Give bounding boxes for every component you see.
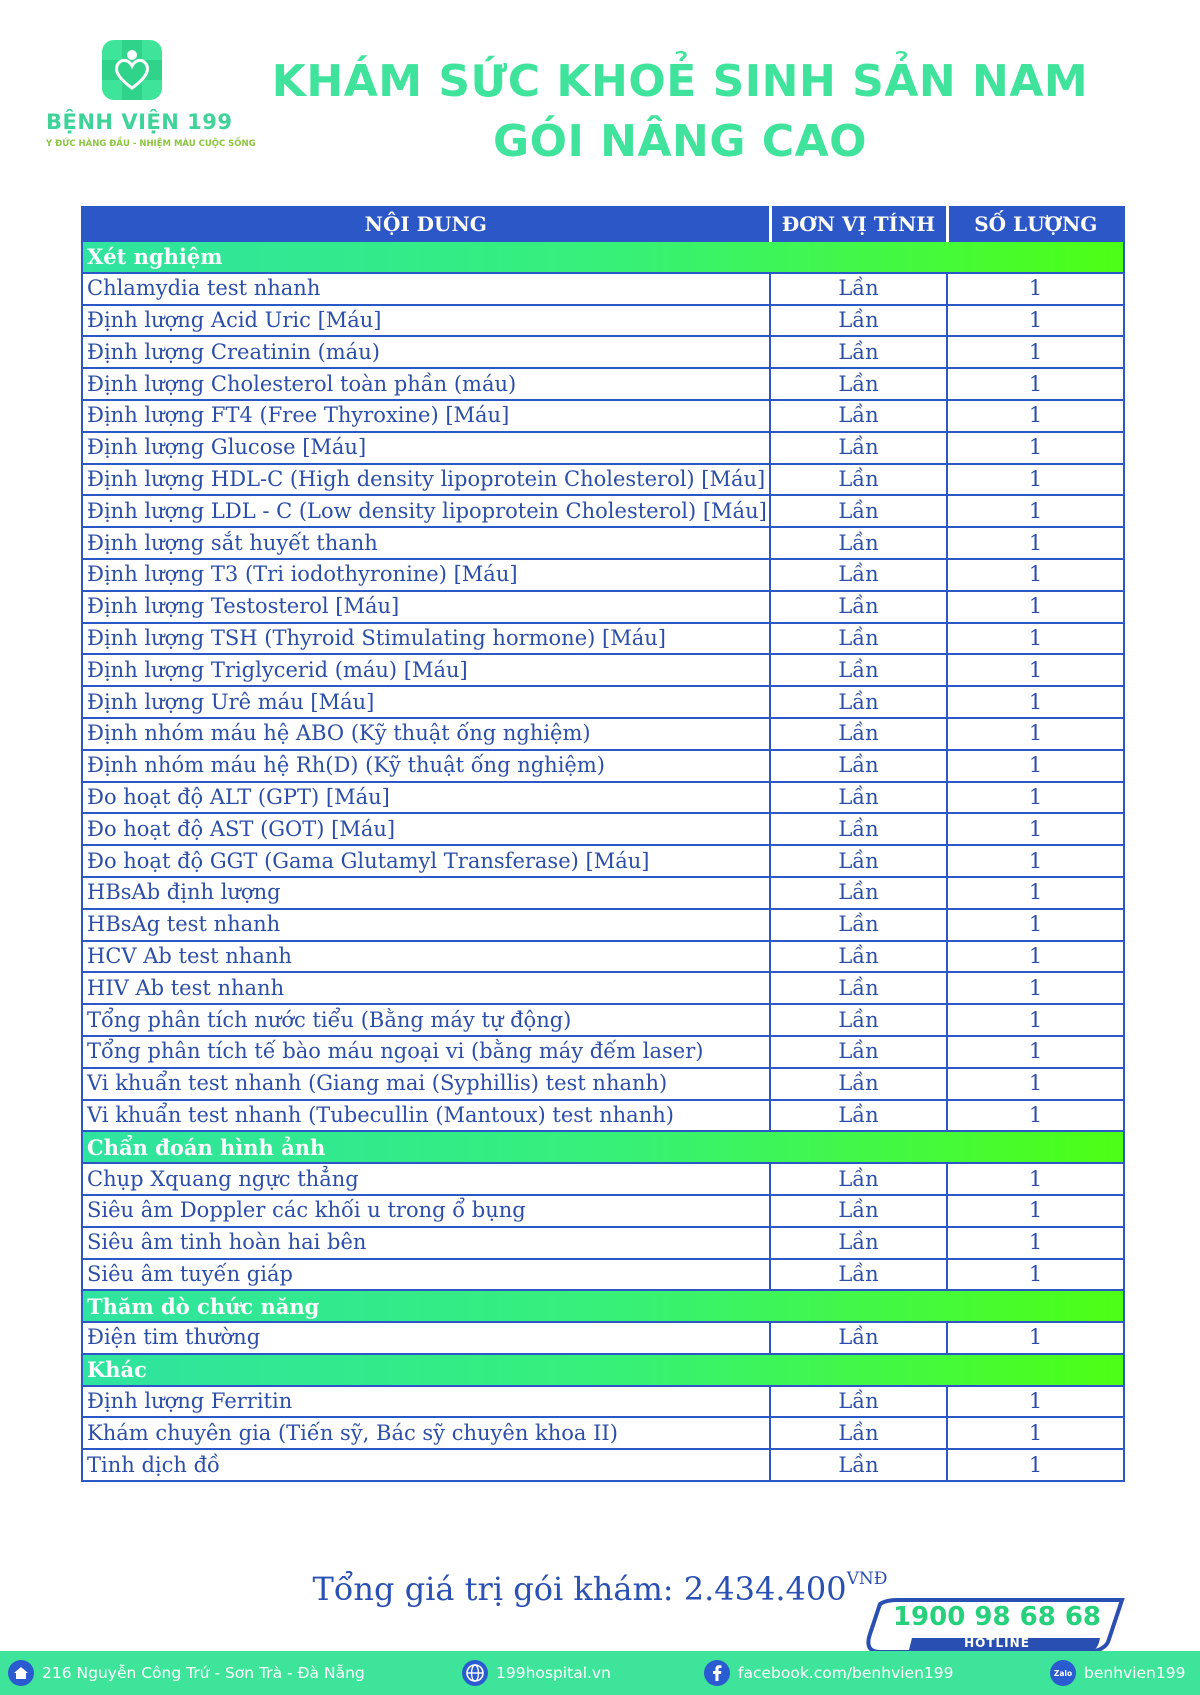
item-name: Định nhóm máu hệ Rh(D) (Kỹ thuật ống nghiệm) — [82, 750, 770, 782]
table-row — [82, 1449, 1124, 1481]
item-unit: Lần — [770, 1163, 947, 1195]
table-row — [82, 1036, 1124, 1068]
item-name: Khám chuyên gia (Tiến sỹ, Bác sỹ chuyên khoa II) — [82, 1417, 770, 1449]
item-name: Điện tim thường — [82, 1322, 770, 1354]
table-row — [82, 909, 1124, 941]
website-text[interactable]: 199hospital.vn — [496, 1664, 611, 1682]
table-row — [82, 1322, 1124, 1354]
globe-icon — [462, 1660, 488, 1686]
table-row — [82, 591, 1124, 623]
item-name: Tổng phân tích tế bào máu ngoại vi (bằng máy đếm laser) — [82, 1036, 770, 1068]
item-name: Chụp Xquang ngực thẳng — [82, 1163, 770, 1195]
table-body — [82, 241, 1124, 1481]
item-name: Đo hoạt độ AST (GOT) [Máu] — [82, 813, 770, 845]
item-quantity: 1 — [947, 1417, 1124, 1449]
item-name: Định lượng Urê máu [Máu] — [82, 686, 770, 718]
item-unit: Lần — [770, 941, 947, 973]
item-quantity: 1 — [947, 305, 1124, 337]
hospital-slogan: Y ĐỨC HÀNG ĐẦU - NHIỆM MÀU CUỘC SỐNG — [46, 139, 256, 149]
item-name: Định lượng Cholesterol toàn phần (máu) — [82, 368, 770, 400]
table-row — [82, 972, 1124, 1004]
item-quantity: 1 — [947, 495, 1124, 527]
section-row — [82, 1290, 1124, 1322]
item-unit: Lần — [770, 1259, 947, 1291]
item-quantity: 1 — [947, 1036, 1124, 1068]
table-row — [82, 654, 1124, 686]
section-title: Thăm dò chức năng — [82, 1290, 1124, 1322]
table-row — [82, 782, 1124, 814]
item-name: Định lượng Testosterol [Máu] — [82, 591, 770, 623]
item-unit: Lần — [770, 495, 947, 527]
table-row — [82, 813, 1124, 845]
item-quantity: 1 — [947, 1259, 1124, 1291]
item-quantity: 1 — [947, 750, 1124, 782]
item-name: Siêu âm tuyến giáp — [82, 1259, 770, 1291]
item-quantity: 1 — [947, 1100, 1124, 1132]
section-title: Chẩn đoán hình ảnh — [82, 1131, 1124, 1163]
table-row — [82, 1004, 1124, 1036]
item-unit: Lần — [770, 1322, 947, 1354]
item-quantity: 1 — [947, 623, 1124, 655]
table-row — [82, 1417, 1124, 1449]
item-quantity: 1 — [947, 909, 1124, 941]
item-name: Định lượng Ferritin — [82, 1386, 770, 1418]
table-row — [82, 305, 1124, 337]
item-name: Tổng phân tích nước tiểu (Bằng máy tự động) — [82, 1004, 770, 1036]
item-unit: Lần — [770, 559, 947, 591]
item-unit: Lần — [770, 654, 947, 686]
table-row — [82, 559, 1124, 591]
item-quantity: 1 — [947, 368, 1124, 400]
item-quantity: 1 — [947, 1449, 1124, 1481]
item-unit: Lần — [770, 750, 947, 782]
item-name: Định lượng sắt huyết thanh — [82, 527, 770, 559]
item-name: HBsAb định lượng — [82, 877, 770, 909]
hospital-cross-heart-icon — [100, 38, 164, 102]
item-quantity: 1 — [947, 591, 1124, 623]
footer-bar — [0, 1651, 1200, 1695]
item-quantity: 1 — [947, 527, 1124, 559]
item-name: Định lượng HDL-C (High density lipoprotein Cholesterol) [Máu] — [82, 464, 770, 496]
item-unit: Lần — [770, 432, 947, 464]
item-quantity: 1 — [947, 877, 1124, 909]
item-unit: Lần — [770, 1227, 947, 1259]
item-unit: Lần — [770, 336, 947, 368]
item-quantity: 1 — [947, 336, 1124, 368]
table-row — [82, 464, 1124, 496]
section-row — [82, 1131, 1124, 1163]
item-name: HBsAg test nhanh — [82, 909, 770, 941]
section-title: Khác — [82, 1354, 1124, 1386]
table-row — [82, 336, 1124, 368]
item-quantity: 1 — [947, 654, 1124, 686]
item-unit: Lần — [770, 1417, 947, 1449]
item-unit: Lần — [770, 1036, 947, 1068]
table-row — [82, 1068, 1124, 1100]
header-content: NỘI DUNG — [82, 207, 770, 241]
item-unit: Lần — [770, 591, 947, 623]
total-currency: VNĐ — [846, 1569, 888, 1590]
table-row — [82, 845, 1124, 877]
footer-website[interactable] — [462, 1660, 611, 1686]
item-quantity: 1 — [947, 718, 1124, 750]
item-quantity: 1 — [947, 1195, 1124, 1227]
item-unit: Lần — [770, 368, 947, 400]
item-quantity: 1 — [947, 559, 1124, 591]
item-quantity: 1 — [947, 273, 1124, 305]
item-name: Định lượng Glucose [Máu] — [82, 432, 770, 464]
table-row — [82, 750, 1124, 782]
item-name: Định lượng T3 (Tri iodothyronine) [Máu] — [82, 559, 770, 591]
zalo-text[interactable]: benhvien199 — [1084, 1664, 1186, 1682]
item-quantity: 1 — [947, 1004, 1124, 1036]
table-row — [82, 686, 1124, 718]
item-unit: Lần — [770, 877, 947, 909]
item-quantity: 1 — [947, 1322, 1124, 1354]
header-quantity: SỐ LƯỢNG — [947, 207, 1124, 241]
table-header-row — [82, 207, 1124, 241]
title-line-2: GÓI NÂNG CAO — [492, 116, 868, 167]
footer-address — [8, 1660, 365, 1686]
item-name: Định lượng FT4 (Free Thyroxine) [Máu] — [82, 400, 770, 432]
table-row — [82, 623, 1124, 655]
item-name: Siêu âm Doppler các khối u trong ổ bụng — [82, 1195, 770, 1227]
item-unit: Lần — [770, 1004, 947, 1036]
item-unit: Lần — [770, 400, 947, 432]
item-name: Định lượng TSH (Thyroid Stimulating hormone) [Máu] — [82, 623, 770, 655]
item-name: Định lượng Creatinin (máu) — [82, 336, 770, 368]
home-icon — [8, 1660, 34, 1686]
table-row — [82, 941, 1124, 973]
item-quantity: 1 — [947, 1163, 1124, 1195]
item-quantity: 1 — [947, 972, 1124, 1004]
item-unit: Lần — [770, 1449, 947, 1481]
item-name: Định lượng Triglycerid (máu) [Máu] — [82, 654, 770, 686]
zalo-icon-text: Zalo — [1053, 1669, 1073, 1678]
item-name: Đo hoạt độ GGT (Gama Glutamyl Transferase) [Máu] — [82, 845, 770, 877]
item-quantity: 1 — [947, 400, 1124, 432]
item-unit: Lần — [770, 813, 947, 845]
hotline-number: 1900 98 68 68 — [892, 1602, 1102, 1632]
table-row — [82, 877, 1124, 909]
item-unit: Lần — [770, 972, 947, 1004]
item-name: Chlamydia test nhanh — [82, 273, 770, 305]
total-amount: 2.434.400 — [683, 1570, 847, 1608]
item-unit: Lần — [770, 1386, 947, 1418]
item-unit: Lần — [770, 845, 947, 877]
table-row — [82, 1227, 1124, 1259]
item-quantity: 1 — [947, 845, 1124, 877]
item-quantity: 1 — [947, 782, 1124, 814]
table-row — [82, 1163, 1124, 1195]
item-quantity: 1 — [947, 464, 1124, 496]
hotline-label: HOTLINE — [964, 1636, 1030, 1650]
item-unit: Lần — [770, 1195, 947, 1227]
hospital-name: BỆNH VIỆN 199 — [46, 110, 233, 134]
table-row — [82, 1259, 1124, 1291]
item-name: Siêu âm tinh hoàn hai bên — [82, 1227, 770, 1259]
footer-zalo[interactable] — [1050, 1660, 1185, 1686]
facebook-icon — [704, 1660, 730, 1686]
item-name: Định nhóm máu hệ ABO (Kỹ thuật ống nghiệm) — [82, 718, 770, 750]
table-row — [82, 495, 1124, 527]
table-row — [82, 1195, 1124, 1227]
item-quantity: 1 — [947, 432, 1124, 464]
item-quantity: 1 — [947, 686, 1124, 718]
item-unit: Lần — [770, 623, 947, 655]
item-quantity: 1 — [947, 1068, 1124, 1100]
hotline-badge[interactable] — [850, 1598, 1130, 1658]
item-name: Vi khuẩn test nhanh (Tubecullin (Mantoux) test nhanh) — [82, 1100, 770, 1132]
footer-facebook[interactable] — [704, 1660, 954, 1686]
table-row — [82, 432, 1124, 464]
section-row — [82, 1354, 1124, 1386]
section-row — [82, 241, 1124, 273]
item-unit: Lần — [770, 686, 947, 718]
table-row — [82, 273, 1124, 305]
section-title: Xét nghiệm — [82, 241, 1124, 273]
package-table — [81, 206, 1125, 1482]
total-label: Tổng giá trị gói khám: — [312, 1570, 684, 1608]
item-unit: Lần — [770, 909, 947, 941]
table-row — [82, 1386, 1124, 1418]
item-unit: Lần — [770, 273, 947, 305]
zalo-icon — [1050, 1660, 1076, 1686]
item-name: Định lượng Acid Uric [Máu] — [82, 305, 770, 337]
item-quantity: 1 — [947, 1386, 1124, 1418]
item-quantity: 1 — [947, 941, 1124, 973]
table-row — [82, 527, 1124, 559]
item-unit: Lần — [770, 1100, 947, 1132]
item-name: Vi khuẩn test nhanh (Giang mai (Syphillis) test nhanh) — [82, 1068, 770, 1100]
table-row — [82, 400, 1124, 432]
item-unit: Lần — [770, 527, 947, 559]
table-row — [82, 718, 1124, 750]
item-name: Tinh dịch đồ — [82, 1449, 770, 1481]
facebook-text[interactable]: facebook.com/benhvien199 — [738, 1664, 954, 1682]
item-unit: Lần — [770, 1068, 947, 1100]
table-row — [82, 368, 1124, 400]
item-quantity: 1 — [947, 1227, 1124, 1259]
item-unit: Lần — [770, 718, 947, 750]
address-text: 216 Nguyễn Công Trứ - Sơn Trà - Đà Nẵng — [42, 1664, 365, 1682]
title-line-1: KHÁM SỨC KHOẺ SINH SẢN NAM — [271, 56, 1089, 107]
table-row — [82, 1100, 1124, 1132]
header-unit: ĐƠN VỊ TÍNH — [770, 207, 947, 241]
item-name: Định lượng LDL - C (Low density lipoprotein Cholesterol) [Máu] — [82, 495, 770, 527]
item-unit: Lần — [770, 782, 947, 814]
item-name: HIV Ab test nhanh — [82, 972, 770, 1004]
item-name: HCV Ab test nhanh — [82, 941, 770, 973]
item-quantity: 1 — [947, 813, 1124, 845]
item-unit: Lần — [770, 305, 947, 337]
item-unit: Lần — [770, 464, 947, 496]
item-name: Đo hoạt độ ALT (GPT) [Máu] — [82, 782, 770, 814]
page-title — [260, 52, 1100, 172]
